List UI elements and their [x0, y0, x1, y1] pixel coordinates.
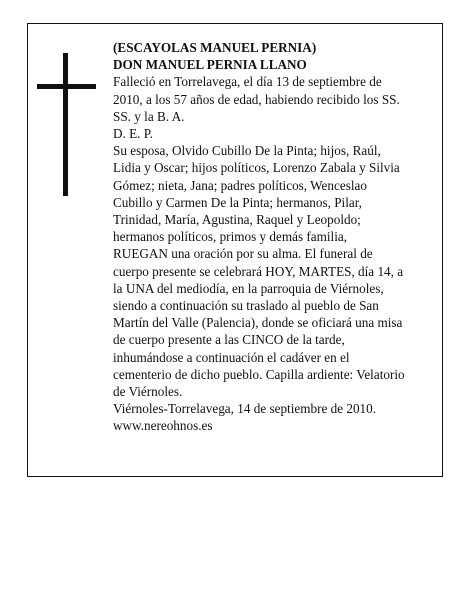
- family-line: Cubillo y Carmen De la Pinta; hermanos, Pilar,: [113, 194, 362, 210]
- funeral-line: RUEGAN una oración por su alma. El funeral de: [113, 246, 373, 262]
- cross-icon-vertical-bar: [63, 53, 68, 196]
- family-line: Su esposa, Olvido Cubillo De la Pinta; hijos, Raúl,: [113, 143, 381, 159]
- family-line: Gómez; nieta, Jana; padres políticos, Wenceslao: [113, 177, 367, 193]
- family-line: Lidia y Oscar; hijos políticos, Lorenzo Zabala y Silvia: [113, 160, 400, 176]
- website-text: www.nereohnos.es: [113, 418, 213, 434]
- place-date-line: Viérnoles-Torrelavega, 14 de septiembre de 2010.: [113, 401, 377, 417]
- death-notice-line: Falleció en Torrelavega, el día 13 de septiembre de: [113, 74, 382, 90]
- funeral-line: Martín del Valle (Palencia), donde se oficiará una misa: [113, 315, 403, 331]
- family-line: Trinidad, María, Agustina, Raquel y Leopoldo;: [113, 212, 361, 228]
- funeral-line: de Viérnoles.: [113, 384, 183, 400]
- funeral-line: inhumándose a continuación el cadáver en el: [113, 349, 350, 365]
- funeral-line: cuerpo presente se celebrará HOY, MARTES, día 14, a: [113, 263, 404, 279]
- funeral-line: la UNA del mediodía, en la parroquia de Viérnoles,: [113, 280, 384, 296]
- death-notice-line: 2010, a los 57 años de edad, habiendo recibido los SS.: [113, 91, 400, 107]
- deceased-name: DON MANUEL PERNIA LLANO: [113, 57, 307, 73]
- funeral-line: cementerio de dicho pueblo. Capilla ardiente: Velatorio: [113, 366, 405, 382]
- obituary-text: [113, 39, 423, 435]
- family-line: hermanos políticos, primos y demás familia,: [113, 229, 348, 245]
- funeral-line: de cuerpo presente a las CINCO de la tarde,: [113, 332, 345, 348]
- rip-line: D. E. P.: [113, 126, 153, 142]
- death-notice-line: SS. y la B. A.: [113, 108, 185, 124]
- company-name: (ESCAYOLAS MANUEL PERNIA): [113, 40, 317, 55]
- cross-icon-horizontal-bar: [37, 84, 96, 89]
- funeral-line: siendo a continuación su traslado al pueblo de San: [113, 298, 379, 314]
